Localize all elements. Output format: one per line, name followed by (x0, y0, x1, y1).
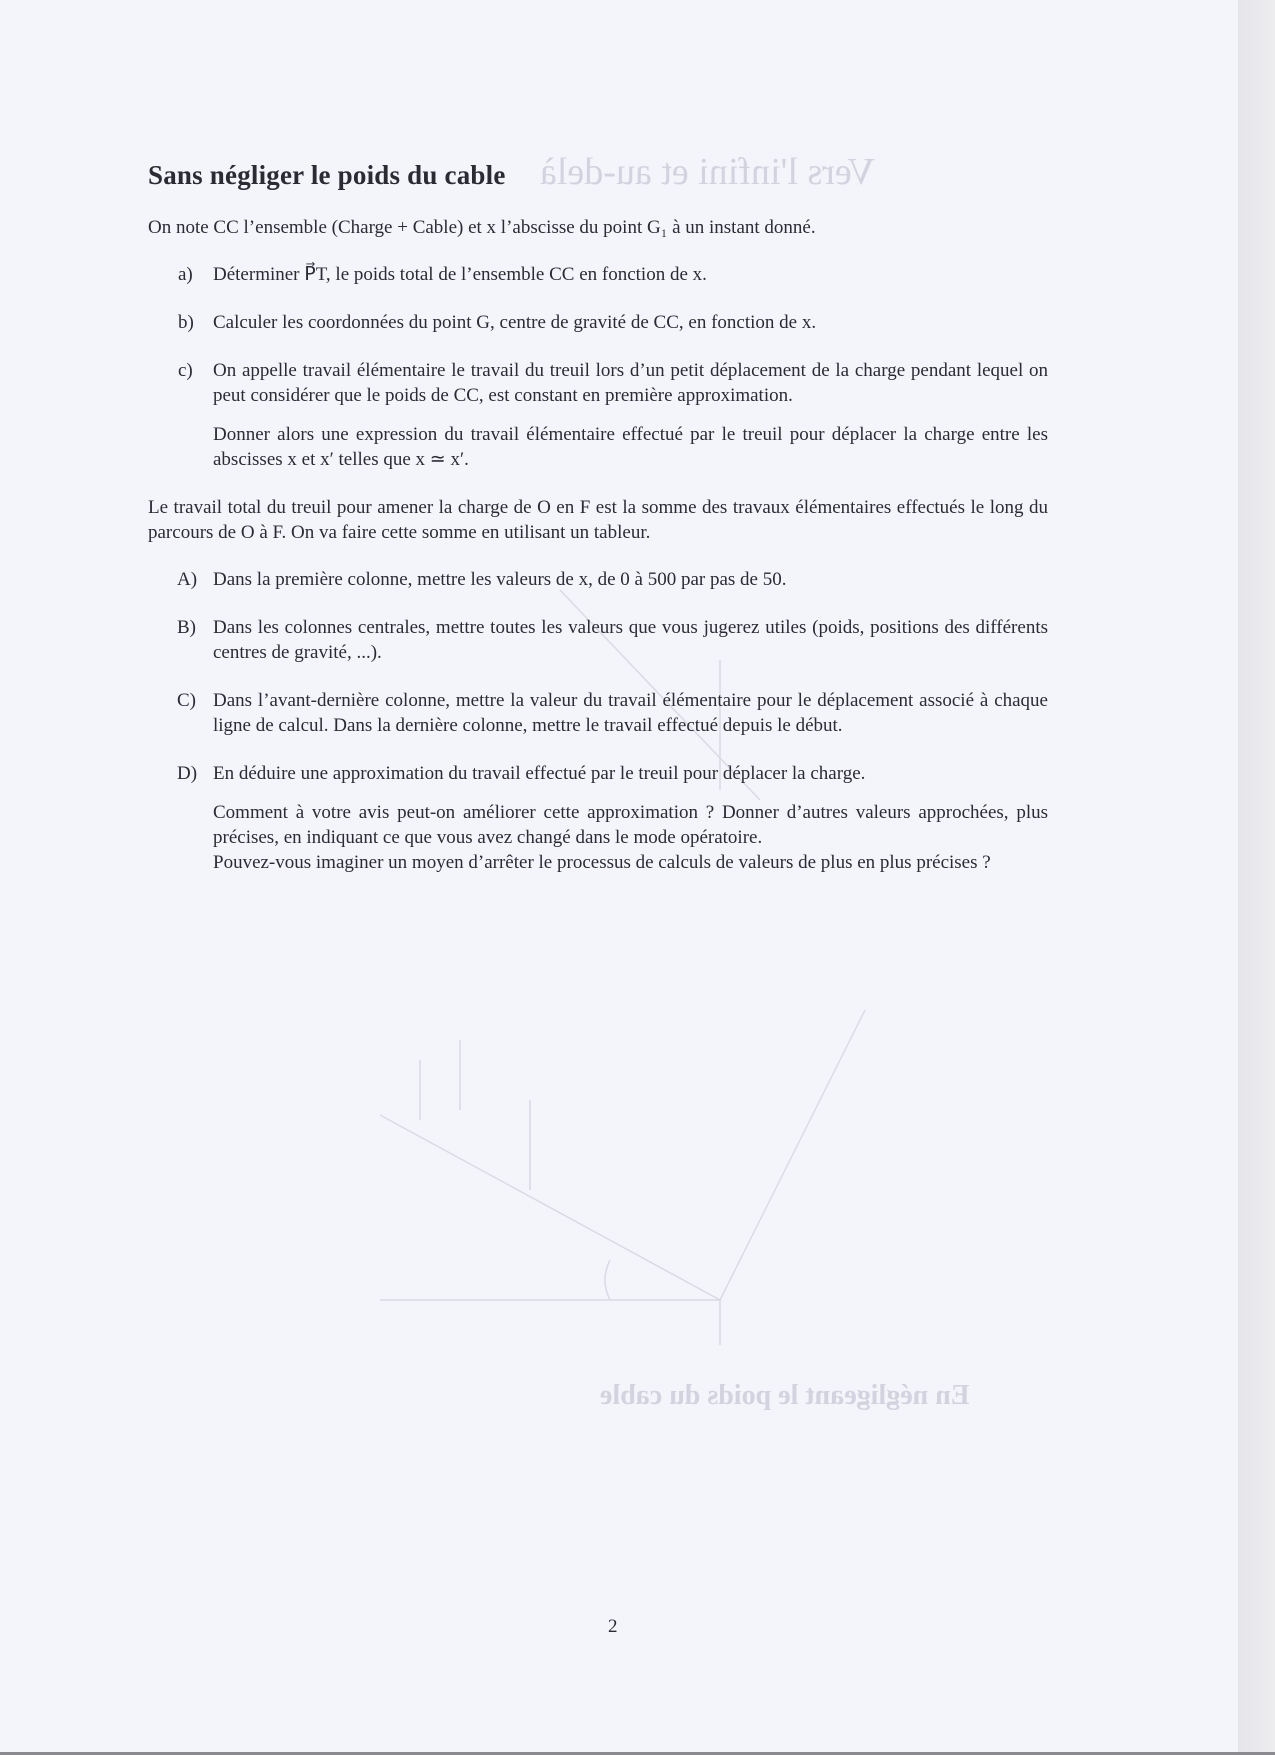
step-a (148, 567, 1048, 592)
question-b (148, 310, 1048, 335)
document-body (148, 160, 1048, 898)
step-label: B) (177, 617, 196, 638)
step-b (148, 615, 1048, 665)
question-text: Déterminer P⃗T, le poids total de l’ensemble CC en fonction de x. (213, 264, 707, 285)
question-a (148, 262, 1048, 287)
question-c (148, 358, 1048, 472)
step-d (148, 761, 1048, 875)
middle-paragraph: Le travail total du treuil pour amener la charge de O en F est la somme des travaux élémentaires effectués le long du parcours de O à F. On va faire cette somme en utilisant un tableur. (148, 497, 1048, 543)
question-label: a) (178, 264, 193, 285)
show-through-title: Vers l'infini et au-delà (540, 151, 876, 193)
question-text: On appelle travail élémentaire le travail du treuil lors d’un petit déplacement de la charge pendant lequel on peut considérer que le poids de CC, est constant en première approximation. (213, 360, 1048, 406)
intro-paragraph: On note CC l’ensemble (Charge + Cable) et x l’abscisse du point G₁ à un instant donné. (148, 217, 816, 238)
question-label: c) (178, 360, 193, 381)
step-text: En déduire une approximation du travail effectué par le treuil pour déplacer la charge. (213, 763, 866, 784)
step-label: C) (177, 690, 196, 711)
step-text-followup-2: Pouvez-vous imaginer un moyen d’arrêter le processus de calculs de valeurs de plus en plus précises ? (213, 852, 991, 873)
page-number: 2 (608, 1616, 618, 1637)
show-through-title-2: En négligeant le poids du cable (600, 1380, 970, 1411)
question-label: b) (178, 312, 194, 333)
step-c (148, 688, 1048, 738)
step-label: D) (177, 763, 198, 784)
step-text: Dans les colonnes centrales, mettre toutes les valeurs que vous jugerez utiles (poids, positions des différents centres de gravité, ...). (213, 617, 1048, 663)
scanner-edge (1238, 0, 1275, 1755)
step-text: Dans la première colonne, mettre les valeurs de x, de 0 à 500 par pas de 50. (213, 569, 787, 590)
question-text-followup: Donner alors une expression du travail élémentaire effectué par le treuil pour déplacer la charge entre les abscisses x et x′ telles que x ≃ x′. (213, 424, 1048, 470)
step-text: Dans l’avant-dernière colonne, mettre la valeur du travail élémentaire pour le déplacement associé à chaque ligne de calcul. Dans la dernière colonne, mettre le travail effectué depuis le début. (213, 690, 1048, 736)
step-label: A) (177, 569, 198, 590)
section-title: Sans négliger le poids du cable (148, 160, 506, 190)
question-text: Calculer les coordonnées du point G, centre de gravité de CC, en fonction de x. (213, 312, 817, 333)
step-text-followup: Comment à votre avis peut-on améliorer cette approximation ? Donner d’autres valeurs approchées, plus précises, en indiquant ce que vous avez changé dans le mode opératoire. (213, 802, 1048, 848)
